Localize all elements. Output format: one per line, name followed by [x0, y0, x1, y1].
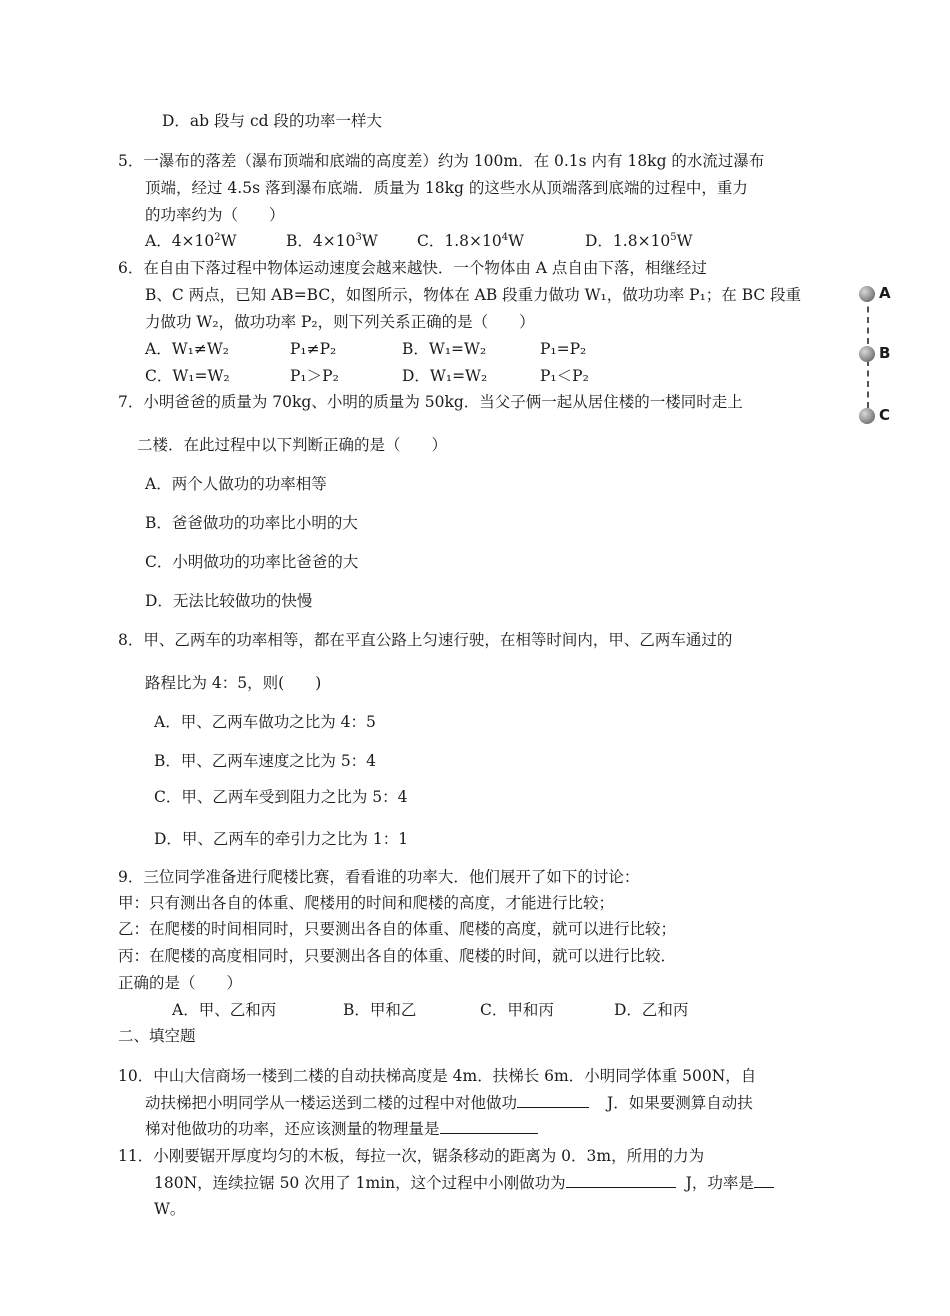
q11-stem-line1: 11．小刚要锯开厚度均匀的木板，每拉一次，锯条移动的距离为 0．3m，所用的力为 [118, 1147, 705, 1165]
q10-stem-line1: 10．中山大信商场一楼到二楼的自动扶梯高度是 4m．扶梯长 6m．小明同学体重 500N，自 [118, 1067, 757, 1085]
q7-stem-line2: 二楼．在此过程中以下判断正确的是（ ） [137, 436, 448, 454]
free-fall-figure [852, 280, 912, 430]
q6-option-a-w: A．W₁≠W₂ [145, 340, 229, 358]
q10-blank-quantity[interactable] [440, 1119, 538, 1134]
q5-stem-line2: 顶端，经过 4.5s 落到瀑布底端．质量为 18kg 的这些水从顶端落到底端的过程中，重力 [145, 179, 748, 197]
q7-option-d: D．无法比较做功的快慢 [145, 592, 313, 610]
q6-stem-line2: B、C 两点，已知 AB=BC，如图所示，物体在 AB 段重力做功 W₁，做功功率 P₁；在 BC 段重 [145, 286, 802, 304]
q8-stem-line1: 8．甲、乙两车的功率相等，都在平直公路上匀速行驶，在相等时间内，甲、乙两车通过的 [118, 631, 733, 649]
q8-stem-line2: 路程比为 4：5，则( ) [145, 674, 322, 692]
q6-option-d-p: P₁＜P₂ [540, 367, 589, 385]
q6-option-b-w: B．W₁=W₂ [402, 340, 487, 358]
q6-option-c-p: P₁＞P₂ [290, 367, 339, 385]
q4-option-d: D．ab 段与 cd 段的功率一样大 [162, 112, 382, 130]
q11-blank-work[interactable] [566, 1173, 676, 1188]
q5-stem-line1: 5．一瀑布的落差（瀑布顶端和底端的高度差）约为 100m．在 0.1s 内有 18kg 的水流过瀑布 [118, 152, 765, 170]
q7-stem-line1: 7．小明爸爸的质量为 70kg、小明的质量为 50kg．当父子俩一起从居住楼的一楼同时走上 [118, 393, 743, 411]
q9-stem-line4: 丙：在爬楼的高度相同时，只要测出各自的体重、爬楼的时间，就可以进行比较． [118, 947, 677, 965]
point-c-ball [859, 408, 875, 424]
q5-option-a: A．$4\times 10^2W$ [145, 231, 237, 250]
q10-stem-line2: 动扶梯把小明同学从一楼运送到二楼的过程中对他做功 J．如果要测算自动扶 [145, 1094, 753, 1112]
q6-stem-line1: 6．在自由下落过程中物体运动速度会越来越快．一个物体由 A 点自由下落，相继经过 [118, 259, 707, 277]
point-a-label: A [879, 284, 891, 302]
q11-stem-line2: 180N，连续拉锯 50 次用了 1min，这个过程中小刚做功为 J，功率是 [154, 1173, 774, 1193]
section-title-fill-in: 二、填空题 [118, 1027, 196, 1045]
q5-option-b: B．$4\times 10^3W$ [286, 231, 378, 250]
q7-option-b: B．爸爸做功的功率比小明的大 [145, 514, 358, 532]
q9-stem-line2: 甲：只有测出各自的体重、爬楼用的时间和爬楼的高度，才能进行比较； [118, 894, 615, 912]
point-a-ball [859, 286, 875, 302]
q5-option-d: D．$1.8\times 10^5W$ [585, 231, 693, 250]
q8-option-b: B．甲、乙两车速度之比为 5：4 [154, 752, 377, 770]
q8-option-d: D．甲、乙两车的牵引力之比为 1：1 [154, 830, 409, 848]
q11-blank-power[interactable] [754, 1173, 774, 1188]
q7-option-a: A．两个人做功的功率相等 [145, 475, 327, 493]
point-b-label: B [879, 344, 891, 362]
q10-stem-line3: 梯对他做功的功率，还应该测量的物理量是 [145, 1119, 538, 1139]
q6-option-d-w: D．W₁=W₂ [402, 367, 488, 385]
dashed-path-bc [867, 360, 869, 408]
q5-option-c: C．$1.8\times 10^4W$ [417, 231, 525, 250]
q9-stem-line3: 乙：在爬楼的时间相同时，只要测出各自的体重、爬楼的高度，就可以进行比较； [118, 920, 677, 938]
q8-option-c: C．甲、乙两车受到阻力之比为 5：4 [154, 788, 408, 806]
q9-option-d: D．乙和丙 [614, 1001, 689, 1019]
q8-option-a: A．甲、乙两车做功之比为 4：5 [154, 713, 376, 731]
q10-blank-work[interactable] [517, 1093, 589, 1108]
point-b-ball [859, 346, 875, 362]
q6-option-b-p: P₁=P₂ [540, 340, 587, 358]
q11-stem-line3: W。 [154, 1200, 186, 1218]
q6-option-c-w: C．W₁=W₂ [145, 367, 230, 385]
q9-option-b: B．甲和乙 [343, 1001, 417, 1019]
q9-option-c: C．甲和丙 [480, 1001, 554, 1019]
q9-stem-line5: 正确的是（ ） [118, 974, 243, 992]
q5-stem-line3: 的功率约为（ ） [145, 206, 285, 224]
q6-option-a-p: P₁≠P₂ [290, 340, 337, 358]
q7-option-c: C．小明做功的功率比爸爸的大 [145, 553, 359, 571]
point-c-label: C [879, 406, 891, 424]
q9-option-a: A．甲、乙和丙 [172, 1001, 277, 1019]
dashed-path-ab [867, 296, 869, 344]
q9-stem-line1: 9．三位同学准备进行爬楼比赛，看看谁的功率大．他们展开了如下的讨论： [118, 868, 640, 886]
q6-stem-line3: 力做功 W₂，做功功率 P₂，则下列关系正确的是（ ） [145, 313, 535, 331]
